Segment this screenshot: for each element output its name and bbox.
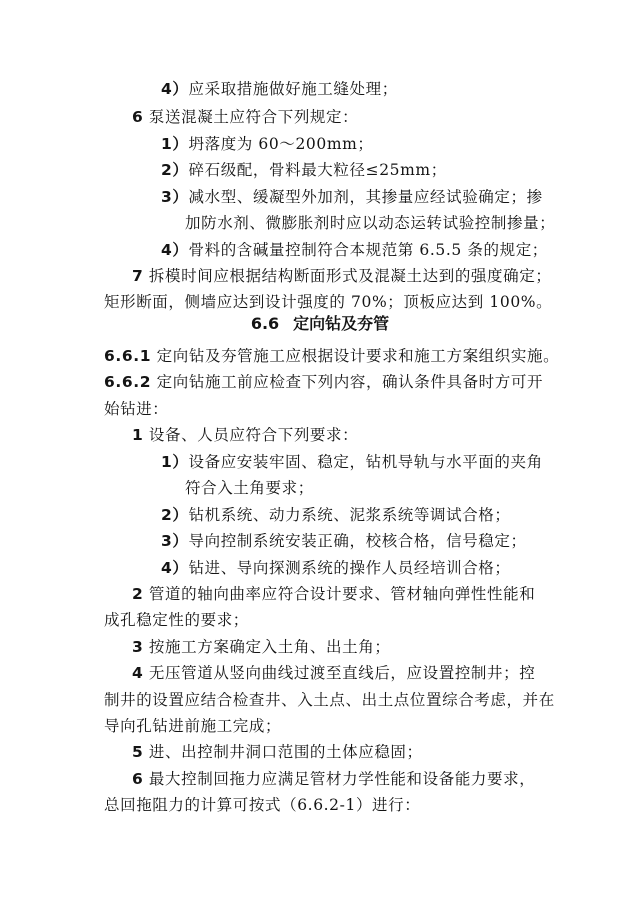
- req-1-sub-3: 3）导向控制系统安装正确，校核合格，信号稳定；: [161, 532, 527, 550]
- req-4-cont-2: 导向孔钻进前施工完成；: [104, 717, 282, 735]
- req-5: 5 进、出控制井洞口范围的土体应稳固；: [132, 743, 423, 761]
- req-6-cont: 总回拖阻力的计算可按式（6.6.2-1）进行：: [104, 796, 421, 814]
- clause-6-6-2-cont: 始钻进：: [104, 400, 169, 418]
- clause-6-6-2: 6.6.2 定向钻施工前应检查下列内容，确认条件具备时方可开: [104, 373, 544, 391]
- item-7-cont: 矩形断面，侧墙应达到设计强度的 70%；顶板应达到 100%。: [104, 293, 553, 311]
- sub-item-3: 3）减水型、缓凝型外加剂，其掺量应经试验确定；掺: [161, 188, 543, 206]
- sub-item-1: 1）坍落度为 60～200mm；: [161, 135, 374, 153]
- req-3: 3 按施工方案确定入土角、出土角；: [132, 638, 391, 656]
- req-6: 6 最大控制回拖力应满足管材力学性能和设备能力要求，: [132, 770, 536, 788]
- section-heading: 6.6 定向钻及夯管: [250, 314, 390, 333]
- req-1: 1 设备、人员应符合下列要求：: [132, 426, 359, 444]
- req-2-cont: 成孔稳定性的要求；: [104, 611, 249, 629]
- req-4: 4 无压管道从竖向曲线过渡至直线后，应设置控制井；控: [132, 664, 536, 682]
- req-1-sub-4: 4）钻进、导向探测系统的操作人员经培训合格；: [161, 559, 511, 577]
- sub-item-3-cont: 加防水剂、微膨胀剂时应以动态运转试验控制掺量；: [185, 214, 556, 232]
- item-4-line: 4）应采取措施做好施工缝处理；: [161, 80, 398, 98]
- item-7-line: 7 拆模时间应根据结构断面形式及混凝土达到的强度确定；: [132, 267, 552, 285]
- req-1-sub-1-cont: 符合入土角要求；: [185, 479, 314, 497]
- sub-item-2: 2）碎石级配，骨料最大粒径≤25mm；: [161, 161, 447, 179]
- item-6-line: 6 泵送混凝土应符合下列规定：: [132, 108, 359, 126]
- req-2: 2 管道的轴向曲率应符合设计要求、管材轴向弹性性能和: [132, 585, 536, 603]
- req-1-sub-1: 1）设备应安装牢固、稳定，钻机导轨与水平面的夹角: [161, 453, 543, 471]
- req-1-sub-2: 2）钻机系统、动力系统、泥浆系统等调试合格；: [161, 506, 511, 524]
- sub-item-4: 4）骨料的含碱量控制符合本规范第 6.5.5 条的规定；: [161, 241, 548, 259]
- req-4-cont-1: 制井的设置应结合检查井、入土点、出土点位置综合考虑，并在: [104, 691, 555, 709]
- clause-6-6-1: 6.6.1 定向钻及夯管施工应根据设计要求和施工方案组织实施。: [104, 347, 560, 365]
